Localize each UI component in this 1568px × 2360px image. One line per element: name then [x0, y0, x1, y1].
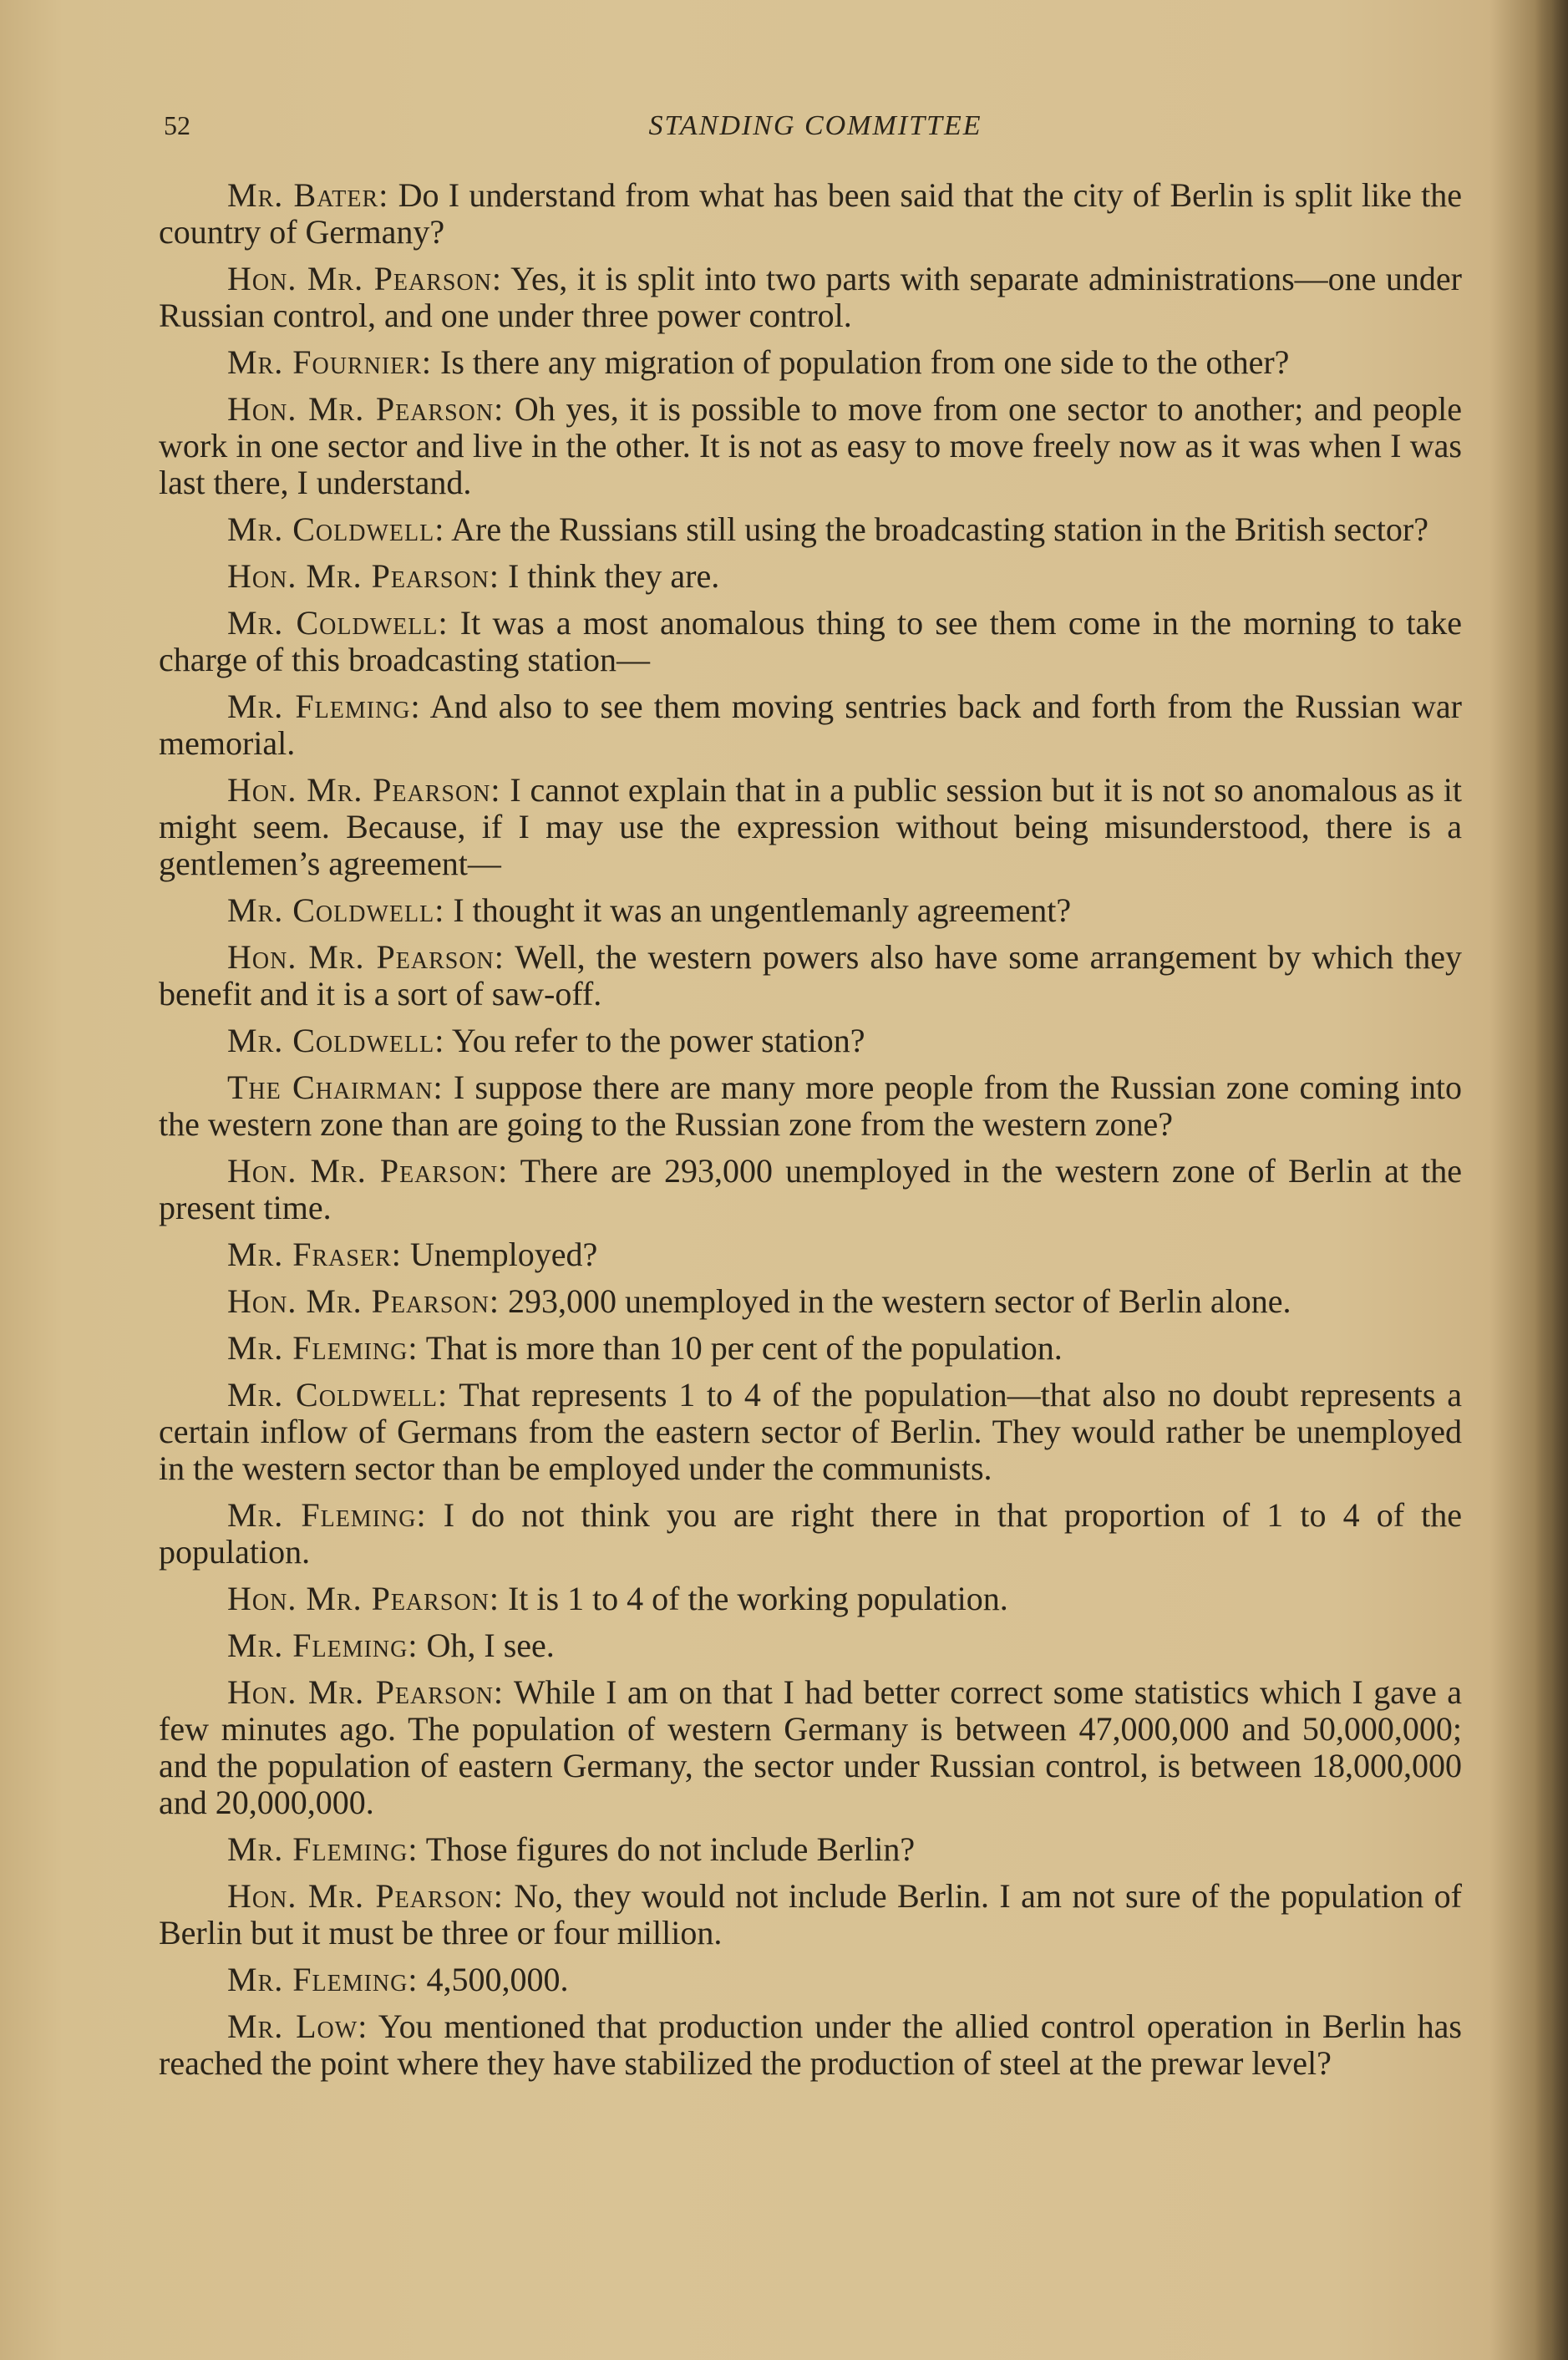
transcript-paragraph: [159, 344, 1462, 381]
speech-text: Yes, it is split into two parts with separate administrations—one under Russian control, and one under three power control.: [159, 260, 1462, 334]
speaker-name: Mr. Fleming:: [227, 1496, 427, 1534]
transcript-paragraph: [159, 1330, 1462, 1367]
transcript-paragraph: [159, 177, 1462, 251]
page-number: 52: [164, 110, 190, 140]
speech-text: And also to see them moving sentries back and forth from the Russian war memorial.: [159, 688, 1462, 762]
speech-text: 293,000 unemployed in the western sector of Berlin alone.: [499, 1282, 1291, 1320]
speech-text: Oh yes, it is possible to move from one sector to another; and people work in one sector and live in the other. It is not as easy to move freely now as it was when I was last there, I understand.: [159, 390, 1462, 501]
transcript-paragraph: [159, 2008, 1462, 2082]
speech-text: I cannot explain that in a public session but it is not so anomalous as it might seem. Because, if I may use the expression without being misunderstood, there is a gentlemen’s agreement—: [159, 771, 1462, 882]
speaker-name: Mr. Fraser:: [227, 1236, 402, 1273]
speaker-name: Mr. Fleming:: [227, 1627, 419, 1664]
speaker-name: Hon. Mr. Pearson:: [227, 1673, 505, 1711]
transcript-paragraph: [159, 511, 1462, 548]
speaker-name: Mr. Fleming:: [227, 1830, 419, 1868]
transcript-paragraph: [159, 1962, 1462, 1998]
running-title: STANDING COMMITTEE: [648, 110, 982, 141]
transcript-paragraph: [159, 1497, 1462, 1571]
speaker-name: Mr. Coldwell:: [227, 510, 445, 548]
transcript-paragraph: [159, 772, 1462, 882]
speaker-name: Hon. Mr. Pearson:: [227, 938, 505, 976]
transcript-paragraph: [159, 688, 1462, 762]
speech-text: Are the Russians still using the broadcasting station in the British sector?: [444, 510, 1428, 548]
speech-text: I do not think you are right there in that proportion of 1 to 4 of the population.: [159, 1496, 1462, 1571]
speaker-name: The Chairman:: [227, 1068, 444, 1106]
speech-text: 4,500,000.: [418, 1961, 569, 1998]
page-edge-shadow: [1535, 0, 1568, 2360]
speech-text: Well, the western powers also have some arrangement by which they benefit and it is a sort of saw-off.: [159, 938, 1462, 1013]
speaker-name: Hon. Mr. Pearson:: [227, 390, 505, 428]
transcript-paragraph: [159, 939, 1462, 1013]
speaker-name: Hon. Mr. Pearson:: [227, 260, 503, 297]
speaker-name: Mr. Fournier:: [227, 343, 433, 381]
speaker-name: Hon. Mr. Pearson:: [227, 1877, 504, 1915]
speech-text: That is more than 10 per cent of the population.: [418, 1329, 1063, 1367]
transcript-paragraph: [159, 391, 1462, 501]
transcript-paragraph: [159, 1069, 1462, 1143]
speech-text: It is 1 to 4 of the working population.: [499, 1580, 1008, 1617]
speech-text: While I am on that I had better correct some statistics which I gave a few minutes ago. The population of western Germany is between 47,000,000 and 50,000,000; and the population of eastern Germany, the sector under Russian control, is between 18,000,000 and 20,000,000.: [159, 1673, 1462, 1821]
speech-text: It was a most anomalous thing to see them come in the morning to take charge of this broadcasting station—: [159, 604, 1462, 678]
transcript-paragraph: [159, 1283, 1462, 1320]
speech-text: That represents 1 to 4 of the population—that also no doubt represents a certain inflow of Germans from the eastern sector of Berlin. They would rather be unemployed in the western sector than be employed under the communists.: [159, 1376, 1462, 1487]
transcript-paragraph: [159, 261, 1462, 334]
transcript-body: [159, 177, 1462, 2092]
speaker-name: Hon. Mr. Pearson:: [227, 771, 501, 809]
speaker-name: Mr. Coldwell:: [227, 891, 445, 929]
speech-text: Those figures do not include Berlin?: [418, 1830, 916, 1868]
transcript-paragraph: [159, 1236, 1462, 1273]
transcript-paragraph: [159, 1674, 1462, 1821]
speaker-name: Mr. Fleming:: [227, 1961, 419, 1998]
speaker-name: Mr. Coldwell:: [227, 1022, 445, 1059]
speech-text: Do I understand from what has been said that the city of Berlin is split like the country of Germany?: [159, 176, 1462, 251]
speech-text: I suppose there are many more people from the Russian zone coming into the western zone than are going to the Russian zone from the western zone?: [159, 1068, 1462, 1143]
speaker-name: Mr. Bater:: [227, 176, 389, 214]
speech-text: No, they would not include Berlin. I am not sure of the population of Berlin but it must be three or four million.: [159, 1877, 1462, 1951]
speaker-name: Hon. Mr. Pearson:: [227, 1152, 509, 1190]
transcript-paragraph: [159, 605, 1462, 678]
speech-text: You refer to the power station?: [444, 1022, 865, 1059]
page-header: [164, 110, 1467, 147]
speech-text: Is there any migration of population from one side to the other?: [432, 343, 1290, 381]
speaker-name: Mr. Low:: [227, 2007, 368, 2045]
transcript-paragraph: [159, 1153, 1462, 1226]
speech-text: You mentioned that production under the allied control operation in Berlin has reached the point where they have stabilized the production of steel at the prewar level?: [159, 2007, 1463, 2082]
transcript-paragraph: [159, 1377, 1462, 1487]
transcript-paragraph: [159, 1831, 1462, 1868]
speaker-name: Hon. Mr. Pearson:: [227, 1282, 500, 1320]
transcript-paragraph: [159, 1878, 1462, 1951]
speaker-name: Hon. Mr. Pearson:: [227, 557, 500, 595]
speaker-name: Mr. Coldwell:: [227, 604, 449, 642]
speaker-name: Mr. Fleming:: [227, 1329, 419, 1367]
speaker-name: Mr. Fleming:: [227, 688, 421, 725]
transcript-paragraph: [159, 1023, 1462, 1059]
speaker-name: Hon. Mr. Pearson:: [227, 1580, 500, 1617]
transcript-paragraph: [159, 558, 1462, 595]
transcript-paragraph: [159, 1627, 1462, 1664]
speech-text: Unemployed?: [401, 1236, 598, 1273]
speech-text: I thought it was an ungentlemanly agreement?: [444, 891, 1072, 929]
speech-text: Oh, I see.: [418, 1627, 555, 1664]
speech-text: I think they are.: [499, 557, 720, 595]
transcript-paragraph: [159, 892, 1462, 929]
transcript-paragraph: [159, 1581, 1462, 1617]
speech-text: There are 293,000 unemployed in the western zone of Berlin at the present time.: [159, 1152, 1462, 1226]
speaker-name: Mr. Coldwell:: [227, 1376, 449, 1413]
